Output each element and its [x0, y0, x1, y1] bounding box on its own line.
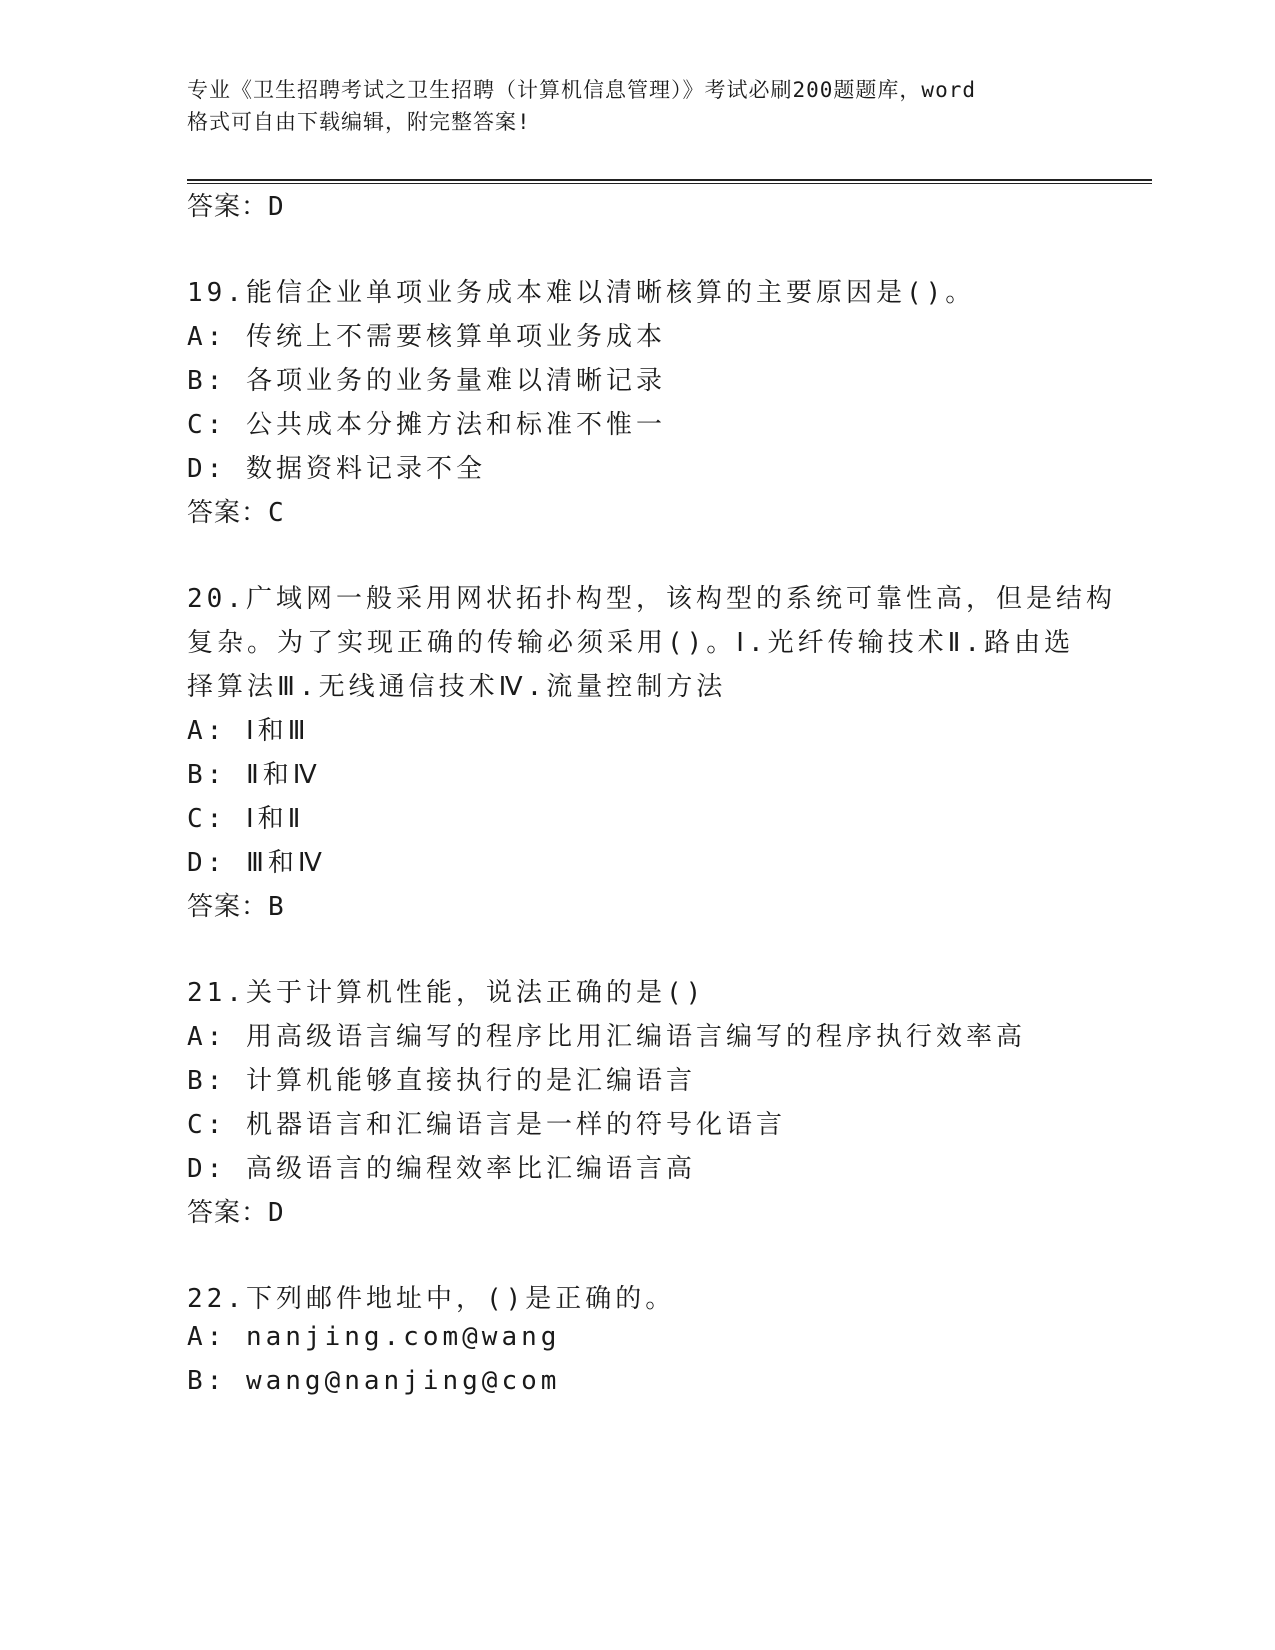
- question-19-option-c: C: 公共成本分摊方法和标准不惟一: [187, 410, 666, 440]
- answer-19: [187, 492, 285, 529]
- answer-value: D: [268, 1198, 285, 1228]
- answer-value: B: [268, 892, 285, 922]
- question-20-option-d: D: Ⅲ和Ⅳ: [187, 848, 326, 878]
- question-22-option-a: A: nanjing.com@wang: [187, 1322, 561, 1352]
- question-21-option-b: B: 计算机能够直接执行的是汇编语言: [187, 1066, 696, 1096]
- page-header: [187, 74, 1087, 138]
- question-21-option-c: C: 机器语言和汇编语言是一样的符号化语言: [187, 1110, 786, 1140]
- header-line-2: 格式可自由下载编辑，附完整答案!: [187, 110, 531, 134]
- answer-label: 答案：: [187, 192, 269, 222]
- question-22-stem: 22.下列邮件地址中，()是正确的。: [187, 1284, 676, 1314]
- question-20-option-c: C: Ⅰ和Ⅱ: [187, 804, 305, 834]
- question-19-option-a: A: 传统上不需要核算单项业务成本: [187, 322, 666, 352]
- question-21-option-d: D: 高级语言的编程效率比汇编语言高: [187, 1154, 696, 1184]
- question-20-option-b: B: Ⅱ和Ⅳ: [187, 760, 321, 790]
- question-20-stem-line-3: 择算法Ⅲ.无线通信技术Ⅳ.流量控制方法: [187, 672, 727, 702]
- question-19-option-b: B: 各项业务的业务量难以清晰记录: [187, 366, 666, 396]
- question-19-option-d: D: 数据资料记录不全: [187, 454, 486, 484]
- header-divider: [187, 179, 1152, 184]
- question-20-option-a: A: Ⅰ和Ⅲ: [187, 716, 310, 746]
- answer-18: [187, 186, 285, 223]
- answer-value: C: [268, 498, 285, 528]
- header-line-1: 专业《卫生招聘考试之卫生招聘（计算机信息管理）》考试必刷200题题库，word: [187, 78, 976, 102]
- answer-label: 答案：: [187, 498, 269, 528]
- answer-21: [187, 1192, 285, 1229]
- question-21-option-a: A: 用高级语言编写的程序比用汇编语言编写的程序执行效率高: [187, 1022, 1026, 1052]
- question-21-stem: 21.关于计算机性能，说法正确的是(): [187, 978, 706, 1008]
- answer-20: [187, 886, 285, 923]
- question-20-stem-line-1: 20.广域网一般采用网状拓扑构型，该构型的系统可靠性高，但是结构: [187, 584, 1116, 614]
- question-22-option-b: B: wang@nanjing@com: [187, 1366, 561, 1396]
- answer-label: 答案：: [187, 1198, 269, 1228]
- question-19-stem: 19.能信企业单项业务成本难以清晰核算的主要原因是()。: [187, 278, 976, 308]
- answer-label: 答案：: [187, 892, 269, 922]
- answer-value: D: [268, 192, 285, 222]
- question-20-stem-line-2: 复杂。为了实现正确的传输必须采用()。Ⅰ.光纤传输技术Ⅱ.路由选: [187, 628, 1075, 658]
